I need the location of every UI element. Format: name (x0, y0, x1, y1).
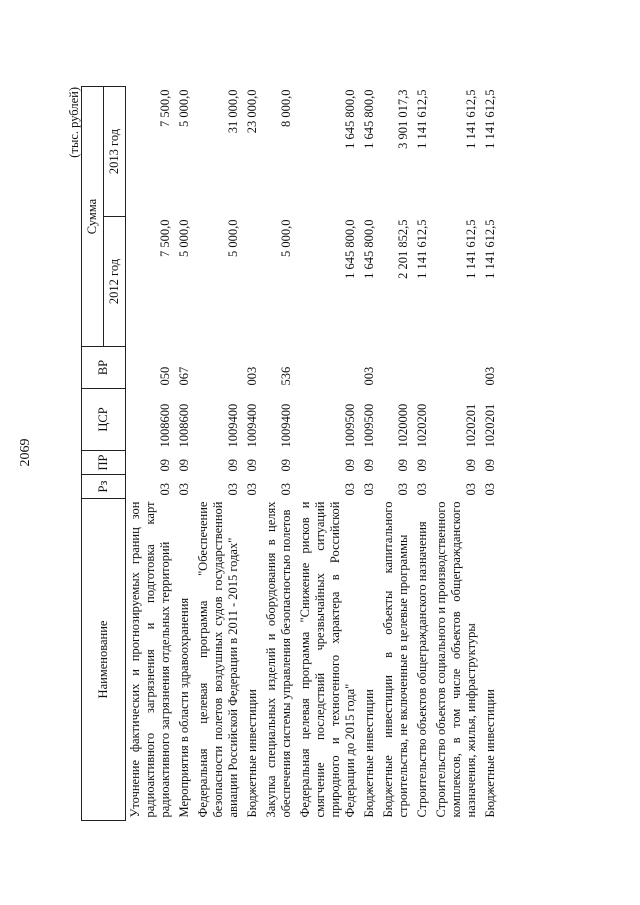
row-rz: 03 (279, 483, 293, 496)
row-sum-2013: 5 000,0 (177, 89, 191, 127)
row-name: Бюджетные инвестиции (362, 689, 376, 818)
row-csr: 1020201 (464, 403, 478, 448)
row-csr: 1009500 (362, 403, 376, 448)
row-sum-2012: 5 000,0 (279, 219, 293, 257)
units-label: (тыс. рублей) (67, 87, 81, 158)
row-rz: 03 (464, 483, 478, 496)
row-vr: 067 (177, 366, 191, 386)
header-vr: ВР (82, 347, 126, 389)
row-csr: 1009400 (226, 403, 240, 448)
row-name: Мероприятия в области здравоохранения (177, 597, 191, 818)
row-name: Закупка специальных изделий и оборудования в целях обеспечения системы управления безопасностью полетов (264, 501, 293, 818)
header-year-2012: 2012 год (104, 217, 126, 347)
row-sum-2013: 1 141 612,5 (464, 89, 478, 149)
table-row (126, 87, 176, 821)
table-row (262, 87, 296, 821)
row-vr (296, 347, 360, 389)
row-csr: 1009400 (279, 403, 293, 448)
row-sum-2013: 31 000,0 (226, 89, 240, 134)
row-csr: 1020200 (415, 403, 429, 448)
row-vr (379, 347, 413, 389)
table-row (360, 87, 379, 821)
header-sum: Сумма (82, 87, 104, 347)
row-vr (413, 347, 432, 389)
table-row (194, 87, 243, 821)
row-sum-2013: 1 645 800,0 (343, 89, 357, 149)
row-pr: 09 (483, 459, 497, 472)
row-pr: 09 (396, 459, 410, 472)
row-name: Строительство объектов социального и производственного комплексов, в том числе объектов общегражданского назначения, жилья, инфраструктуры (434, 501, 478, 818)
row-sum-2012: 5 000,0 (226, 219, 240, 257)
table-header-row (82, 87, 104, 821)
row-csr: 1009500 (343, 403, 357, 448)
row-sum-2012: 1 645 800,0 (343, 219, 357, 279)
table-row (243, 87, 262, 821)
row-sum-2013: 7 500,0 (158, 89, 172, 127)
row-pr: 09 (158, 459, 172, 472)
row-name: Бюджетные инвестиции (245, 689, 259, 818)
page-number: 2069 (18, 438, 33, 467)
table-row (481, 87, 500, 821)
row-csr: 1020000 (396, 403, 410, 448)
row-rz: 03 (177, 483, 191, 496)
row-pr: 09 (279, 459, 293, 472)
header-year-2013: 2013 год (104, 87, 126, 217)
header-rz: Рз (82, 475, 126, 499)
row-vr (432, 347, 481, 389)
budget-table (81, 86, 500, 821)
row-sum-2013: 1 141 612,5 (415, 89, 429, 149)
row-name: Бюджетные инвестиции (483, 689, 497, 818)
row-sum-2012: 1 645 800,0 (362, 219, 376, 279)
row-rz: 03 (362, 483, 376, 496)
row-rz: 03 (158, 483, 172, 496)
row-sum-2012: 1 141 612,5 (483, 219, 497, 279)
row-pr: 09 (177, 459, 191, 472)
row-sum-2012: 1 141 612,5 (464, 219, 478, 279)
row-sum-2013: 8 000,0 (279, 89, 293, 127)
row-csr: 1009400 (245, 403, 259, 448)
row-rz: 03 (483, 483, 497, 496)
row-name: Федеральная целевая программа "Обеспечение безопасности полетов воздушных судов государственной авиации Российской Федерации в 2011 - 2015 годах" (196, 501, 240, 818)
header-name: Наименование (82, 499, 126, 821)
row-vr: 003 (362, 366, 376, 386)
row-pr: 09 (343, 459, 357, 472)
row-sum-2012: 1 141 612,5 (415, 219, 429, 279)
row-rz: 03 (245, 483, 259, 496)
row-csr: 1020201 (483, 403, 497, 448)
row-rz: 03 (343, 483, 357, 496)
row-vr: 536 (279, 366, 293, 386)
row-vr: 003 (483, 366, 497, 386)
row-pr: 09 (226, 459, 240, 472)
row-sum-2013: 1 141 612,5 (483, 89, 497, 149)
row-sum-2013: 3 901 017,3 (396, 89, 410, 149)
row-vr (194, 347, 243, 389)
row-name: Федеральная целевая программа "Снижение рисков и смягчение последствий чрезвычайных ситуаций природного и техногенного характера в Российской Федерации до 2015 года" (298, 501, 357, 818)
row-name: Бюджетные инвестиции в объекты капитального строительства, не включенные в целевые программы (381, 501, 410, 818)
row-pr: 09 (464, 459, 478, 472)
table-row (296, 87, 360, 821)
row-sum-2012 (243, 217, 262, 347)
row-vr: 003 (245, 366, 259, 386)
row-pr: 09 (415, 459, 429, 472)
header-csr: ЦСР (82, 389, 126, 451)
row-pr: 09 (362, 459, 376, 472)
row-csr: 1008600 (177, 403, 191, 448)
row-sum-2012: 2 201 852,5 (396, 219, 410, 279)
row-name: Уточнение фактических и прогнозируемых границ зон радиоактивного загрязнения и подготовка карт радиоактивного загрязнения отдельных территорий (128, 501, 172, 818)
row-rz: 03 (396, 483, 410, 496)
row-pr: 09 (245, 459, 259, 472)
row-sum-2013: 1 645 800,0 (362, 89, 376, 149)
table-row (175, 87, 194, 821)
row-rz: 03 (226, 483, 240, 496)
row-sum-2013: 23 000,0 (245, 89, 259, 134)
table-body (126, 87, 501, 821)
header-pr: ПР (82, 451, 126, 475)
table-row (413, 87, 432, 821)
row-sum-2012: 7 500,0 (158, 219, 172, 257)
row-vr: 050 (158, 366, 172, 386)
row-rz: 03 (415, 483, 429, 496)
row-sum-2012: 5 000,0 (177, 219, 191, 257)
table-row (432, 87, 481, 821)
row-name: Строительство объектов общегражданского назначения (415, 521, 429, 818)
table-row (379, 87, 413, 821)
row-csr: 1008600 (158, 403, 172, 448)
